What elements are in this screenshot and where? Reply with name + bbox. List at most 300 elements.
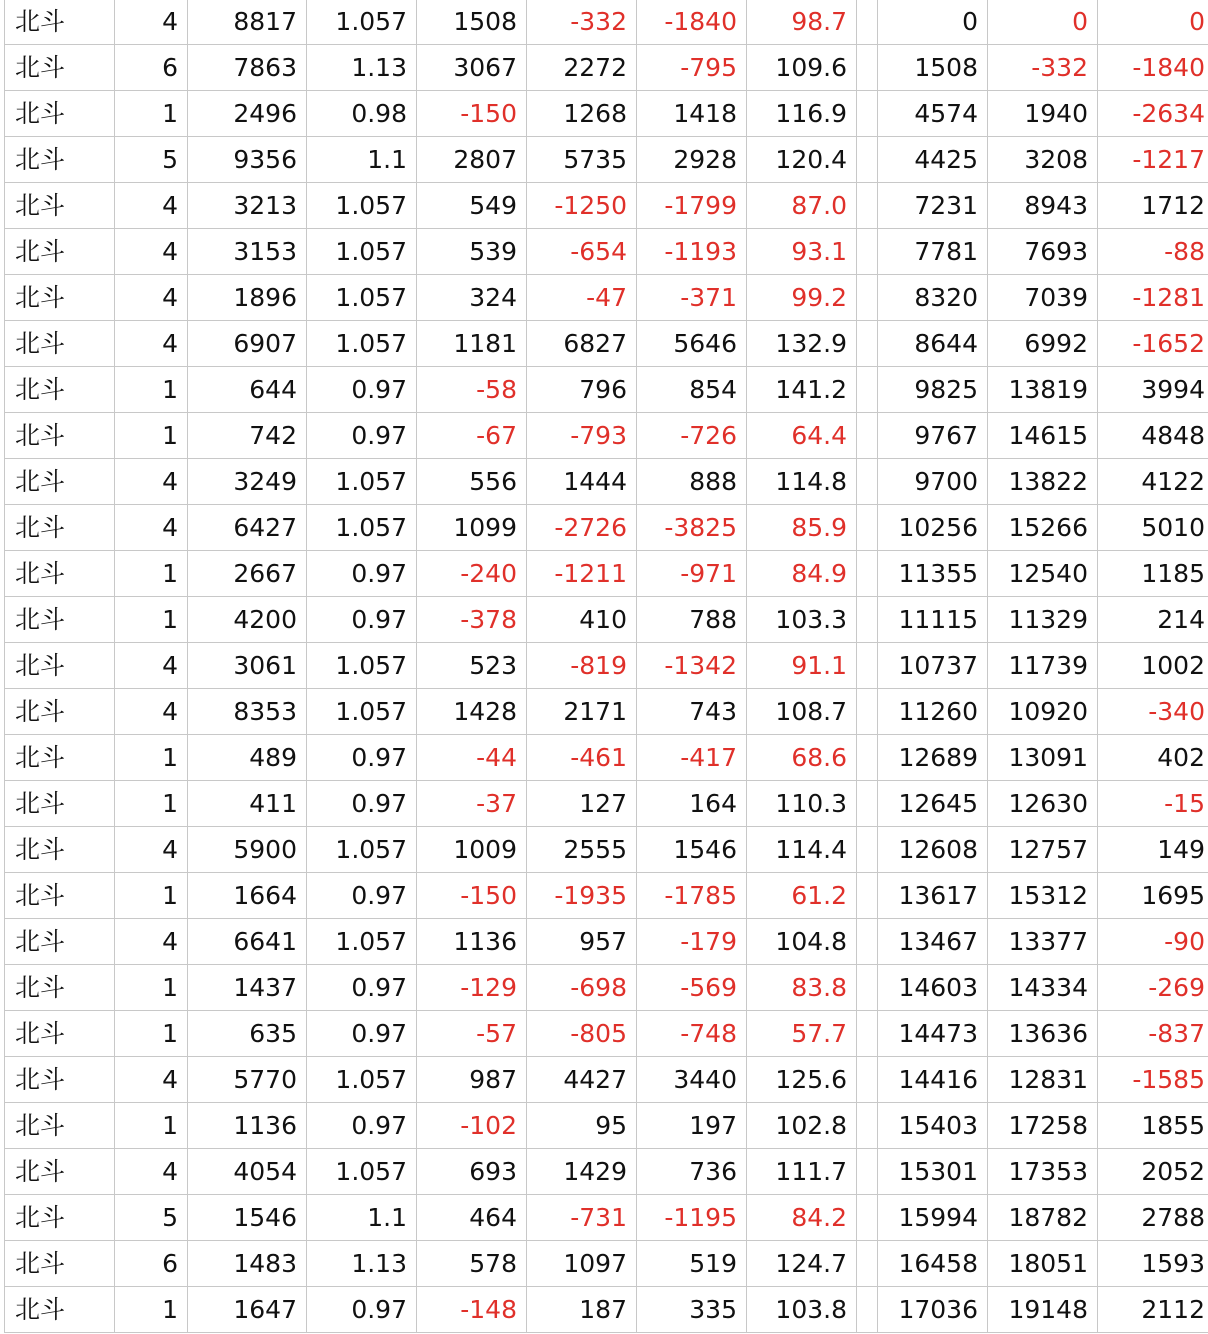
amount-cell[interactable]: 2667 <box>188 551 307 597</box>
total-a-cell[interactable]: 16458 <box>878 1241 988 1287</box>
table-row[interactable] <box>5 459 1208 505</box>
total-b-cell[interactable]: 8943 <box>988 183 1098 229</box>
factor-cell[interactable]: 1.1 <box>307 137 417 183</box>
total-a-cell[interactable]: 9825 <box>878 367 988 413</box>
total-b-cell[interactable]: 18782 <box>988 1195 1098 1241</box>
delta-c-cell[interactable]: 2928 <box>637 137 747 183</box>
diff-cell[interactable]: 1185 <box>1098 551 1208 597</box>
total-a-cell[interactable]: 12645 <box>878 781 988 827</box>
diff-cell[interactable]: -2634 <box>1098 91 1208 137</box>
delta-b-cell[interactable]: 957 <box>527 919 637 965</box>
total-a-cell[interactable]: 15994 <box>878 1195 988 1241</box>
delta-c-cell[interactable]: -726 <box>637 413 747 459</box>
delta-b-cell[interactable]: -1211 <box>527 551 637 597</box>
total-b-cell[interactable]: 12540 <box>988 551 1098 597</box>
delta-a-cell[interactable]: 578 <box>417 1241 527 1287</box>
diff-cell[interactable]: 3994 <box>1098 367 1208 413</box>
diff-cell[interactable]: 4848 <box>1098 413 1208 459</box>
delta-b-cell[interactable]: 1097 <box>527 1241 637 1287</box>
ratio-cell[interactable]: 132.9 <box>747 321 857 367</box>
factor-cell[interactable]: 0.98 <box>307 91 417 137</box>
name-cell[interactable]: 北斗 <box>5 505 115 551</box>
ratio-cell[interactable]: 114.8 <box>747 459 857 505</box>
ratio-cell[interactable]: 125.6 <box>747 1057 857 1103</box>
name-cell[interactable]: 北斗 <box>5 321 115 367</box>
delta-a-cell[interactable]: 1508 <box>417 0 527 45</box>
diff-cell[interactable]: 2112 <box>1098 1287 1208 1333</box>
diff-cell[interactable]: 1855 <box>1098 1103 1208 1149</box>
delta-c-cell[interactable]: 1546 <box>637 827 747 873</box>
diff-cell[interactable]: 0 <box>1098 0 1208 45</box>
delta-b-cell[interactable]: -819 <box>527 643 637 689</box>
delta-a-cell[interactable]: -67 <box>417 413 527 459</box>
amount-cell[interactable]: 9356 <box>188 137 307 183</box>
amount-cell[interactable]: 1546 <box>188 1195 307 1241</box>
table-row[interactable] <box>5 0 1208 45</box>
total-b-cell[interactable]: 13091 <box>988 735 1098 781</box>
table-row[interactable] <box>5 827 1208 873</box>
total-a-cell[interactable]: 9767 <box>878 413 988 459</box>
factor-cell[interactable]: 1.057 <box>307 0 417 45</box>
ratio-cell[interactable]: 114.4 <box>747 827 857 873</box>
table-row[interactable] <box>5 137 1208 183</box>
delta-c-cell[interactable]: -1195 <box>637 1195 747 1241</box>
table-row[interactable] <box>5 873 1208 919</box>
factor-cell[interactable]: 0.97 <box>307 597 417 643</box>
total-b-cell[interactable]: 12831 <box>988 1057 1098 1103</box>
delta-b-cell[interactable]: 796 <box>527 367 637 413</box>
table-row[interactable] <box>5 505 1208 551</box>
delta-b-cell[interactable]: 187 <box>527 1287 637 1333</box>
name-cell[interactable]: 北斗 <box>5 919 115 965</box>
amount-cell[interactable]: 6427 <box>188 505 307 551</box>
count-cell[interactable]: 1 <box>115 1103 188 1149</box>
table-row[interactable] <box>5 1011 1208 1057</box>
delta-a-cell[interactable]: 1136 <box>417 919 527 965</box>
table-row[interactable] <box>5 45 1208 91</box>
delta-c-cell[interactable]: -1840 <box>637 0 747 45</box>
name-cell[interactable]: 北斗 <box>5 597 115 643</box>
total-a-cell[interactable]: 8644 <box>878 321 988 367</box>
count-cell[interactable]: 6 <box>115 45 188 91</box>
total-b-cell[interactable]: 14334 <box>988 965 1098 1011</box>
delta-c-cell[interactable]: 519 <box>637 1241 747 1287</box>
ratio-cell[interactable]: 141.2 <box>747 367 857 413</box>
ratio-cell[interactable]: 99.2 <box>747 275 857 321</box>
factor-cell[interactable]: 1.1 <box>307 1195 417 1241</box>
table-row[interactable] <box>5 413 1208 459</box>
amount-cell[interactable]: 3153 <box>188 229 307 275</box>
total-b-cell[interactable]: 12630 <box>988 781 1098 827</box>
name-cell[interactable]: 北斗 <box>5 965 115 1011</box>
delta-a-cell[interactable]: 693 <box>417 1149 527 1195</box>
count-cell[interactable]: 1 <box>115 91 188 137</box>
delta-c-cell[interactable]: -179 <box>637 919 747 965</box>
factor-cell[interactable]: 1.057 <box>307 919 417 965</box>
delta-c-cell[interactable]: 335 <box>637 1287 747 1333</box>
delta-a-cell[interactable]: 556 <box>417 459 527 505</box>
factor-cell[interactable]: 0.97 <box>307 413 417 459</box>
total-a-cell[interactable]: 4425 <box>878 137 988 183</box>
total-b-cell[interactable]: 15266 <box>988 505 1098 551</box>
delta-b-cell[interactable]: 5735 <box>527 137 637 183</box>
amount-cell[interactable]: 2496 <box>188 91 307 137</box>
total-b-cell[interactable]: 12757 <box>988 827 1098 873</box>
total-a-cell[interactable]: 0 <box>878 0 988 45</box>
total-b-cell[interactable]: 15312 <box>988 873 1098 919</box>
ratio-cell[interactable]: 83.8 <box>747 965 857 1011</box>
delta-b-cell[interactable]: -332 <box>527 0 637 45</box>
amount-cell[interactable]: 7863 <box>188 45 307 91</box>
count-cell[interactable]: 4 <box>115 643 188 689</box>
factor-cell[interactable]: 1.057 <box>307 643 417 689</box>
delta-a-cell[interactable]: 2807 <box>417 137 527 183</box>
delta-a-cell[interactable]: 549 <box>417 183 527 229</box>
ratio-cell[interactable]: 85.9 <box>747 505 857 551</box>
total-a-cell[interactable]: 10737 <box>878 643 988 689</box>
delta-c-cell[interactable]: -1342 <box>637 643 747 689</box>
delta-c-cell[interactable]: -1799 <box>637 183 747 229</box>
delta-c-cell[interactable]: 164 <box>637 781 747 827</box>
ratio-cell[interactable]: 116.9 <box>747 91 857 137</box>
count-cell[interactable]: 4 <box>115 919 188 965</box>
name-cell[interactable]: 北斗 <box>5 551 115 597</box>
amount-cell[interactable]: 1483 <box>188 1241 307 1287</box>
delta-b-cell[interactable]: 1444 <box>527 459 637 505</box>
total-b-cell[interactable]: 17353 <box>988 1149 1098 1195</box>
delta-b-cell[interactable]: 2171 <box>527 689 637 735</box>
total-b-cell[interactable]: 14615 <box>988 413 1098 459</box>
delta-a-cell[interactable]: 324 <box>417 275 527 321</box>
delta-c-cell[interactable]: -569 <box>637 965 747 1011</box>
name-cell[interactable]: 北斗 <box>5 1149 115 1195</box>
total-a-cell[interactable]: 15301 <box>878 1149 988 1195</box>
delta-b-cell[interactable]: -793 <box>527 413 637 459</box>
factor-cell[interactable]: 1.13 <box>307 45 417 91</box>
delta-c-cell[interactable]: -371 <box>637 275 747 321</box>
total-b-cell[interactable]: 3208 <box>988 137 1098 183</box>
delta-a-cell[interactable]: -102 <box>417 1103 527 1149</box>
amount-cell[interactable]: 1437 <box>188 965 307 1011</box>
diff-cell[interactable]: -90 <box>1098 919 1208 965</box>
total-a-cell[interactable]: 1508 <box>878 45 988 91</box>
table-row[interactable] <box>5 689 1208 735</box>
amount-cell[interactable]: 8817 <box>188 0 307 45</box>
ratio-cell[interactable]: 110.3 <box>747 781 857 827</box>
name-cell[interactable]: 北斗 <box>5 1057 115 1103</box>
total-b-cell[interactable]: 11329 <box>988 597 1098 643</box>
diff-cell[interactable]: -15 <box>1098 781 1208 827</box>
amount-cell[interactable]: 5900 <box>188 827 307 873</box>
count-cell[interactable]: 1 <box>115 551 188 597</box>
delta-b-cell[interactable]: -461 <box>527 735 637 781</box>
count-cell[interactable]: 4 <box>115 459 188 505</box>
factor-cell[interactable]: 0.97 <box>307 873 417 919</box>
delta-a-cell[interactable]: -44 <box>417 735 527 781</box>
delta-b-cell[interactable]: 6827 <box>527 321 637 367</box>
diff-cell[interactable]: 2788 <box>1098 1195 1208 1241</box>
diff-cell[interactable]: 1002 <box>1098 643 1208 689</box>
delta-c-cell[interactable]: 743 <box>637 689 747 735</box>
name-cell[interactable]: 北斗 <box>5 91 115 137</box>
amount-cell[interactable]: 1664 <box>188 873 307 919</box>
delta-a-cell[interactable]: 464 <box>417 1195 527 1241</box>
ratio-cell[interactable]: 109.6 <box>747 45 857 91</box>
amount-cell[interactable]: 411 <box>188 781 307 827</box>
diff-cell[interactable]: 4122 <box>1098 459 1208 505</box>
delta-a-cell[interactable]: 523 <box>417 643 527 689</box>
delta-a-cell[interactable]: -378 <box>417 597 527 643</box>
name-cell[interactable]: 北斗 <box>5 1103 115 1149</box>
name-cell[interactable]: 北斗 <box>5 413 115 459</box>
table-row[interactable] <box>5 1287 1208 1333</box>
name-cell[interactable]: 北斗 <box>5 781 115 827</box>
count-cell[interactable]: 4 <box>115 275 188 321</box>
ratio-cell[interactable]: 102.8 <box>747 1103 857 1149</box>
factor-cell[interactable]: 1.13 <box>307 1241 417 1287</box>
total-a-cell[interactable]: 14603 <box>878 965 988 1011</box>
ratio-cell[interactable]: 57.7 <box>747 1011 857 1057</box>
amount-cell[interactable]: 4054 <box>188 1149 307 1195</box>
name-cell[interactable]: 北斗 <box>5 1241 115 1287</box>
count-cell[interactable]: 1 <box>115 965 188 1011</box>
ratio-cell[interactable]: 93.1 <box>747 229 857 275</box>
table-row[interactable] <box>5 275 1208 321</box>
name-cell[interactable]: 北斗 <box>5 827 115 873</box>
diff-cell[interactable]: 1593 <box>1098 1241 1208 1287</box>
count-cell[interactable]: 1 <box>115 1287 188 1333</box>
table-row[interactable] <box>5 321 1208 367</box>
factor-cell[interactable]: 0.97 <box>307 735 417 781</box>
ratio-cell[interactable]: 104.8 <box>747 919 857 965</box>
count-cell[interactable]: 1 <box>115 367 188 413</box>
delta-a-cell[interactable]: -150 <box>417 91 527 137</box>
factor-cell[interactable]: 0.97 <box>307 1287 417 1333</box>
amount-cell[interactable]: 6641 <box>188 919 307 965</box>
total-a-cell[interactable]: 11355 <box>878 551 988 597</box>
amount-cell[interactable]: 5770 <box>188 1057 307 1103</box>
ratio-cell[interactable]: 91.1 <box>747 643 857 689</box>
delta-a-cell[interactable]: -58 <box>417 367 527 413</box>
table-row[interactable] <box>5 1195 1208 1241</box>
factor-cell[interactable]: 1.057 <box>307 505 417 551</box>
count-cell[interactable]: 1 <box>115 597 188 643</box>
count-cell[interactable]: 5 <box>115 1195 188 1241</box>
count-cell[interactable]: 4 <box>115 1057 188 1103</box>
table-row[interactable] <box>5 1057 1208 1103</box>
diff-cell[interactable]: 149 <box>1098 827 1208 873</box>
delta-b-cell[interactable]: -654 <box>527 229 637 275</box>
delta-b-cell[interactable]: -731 <box>527 1195 637 1241</box>
delta-c-cell[interactable]: 854 <box>637 367 747 413</box>
count-cell[interactable]: 4 <box>115 0 188 45</box>
table-row[interactable] <box>5 735 1208 781</box>
ratio-cell[interactable]: 108.7 <box>747 689 857 735</box>
diff-cell[interactable]: -1281 <box>1098 275 1208 321</box>
name-cell[interactable]: 北斗 <box>5 873 115 919</box>
factor-cell[interactable]: 1.057 <box>307 321 417 367</box>
delta-a-cell[interactable]: 1099 <box>417 505 527 551</box>
factor-cell[interactable]: 0.97 <box>307 551 417 597</box>
count-cell[interactable]: 1 <box>115 873 188 919</box>
name-cell[interactable]: 北斗 <box>5 735 115 781</box>
table-row[interactable] <box>5 781 1208 827</box>
delta-b-cell[interactable]: -1935 <box>527 873 637 919</box>
factor-cell[interactable]: 1.057 <box>307 827 417 873</box>
total-b-cell[interactable]: 11739 <box>988 643 1098 689</box>
ratio-cell[interactable]: 87.0 <box>747 183 857 229</box>
delta-c-cell[interactable]: 197 <box>637 1103 747 1149</box>
name-cell[interactable]: 北斗 <box>5 137 115 183</box>
table-row[interactable] <box>5 229 1208 275</box>
delta-c-cell[interactable]: -3825 <box>637 505 747 551</box>
ratio-cell[interactable]: 64.4 <box>747 413 857 459</box>
delta-a-cell[interactable]: 539 <box>417 229 527 275</box>
delta-c-cell[interactable]: -1193 <box>637 229 747 275</box>
total-b-cell[interactable]: 6992 <box>988 321 1098 367</box>
delta-c-cell[interactable]: -971 <box>637 551 747 597</box>
delta-b-cell[interactable]: -47 <box>527 275 637 321</box>
amount-cell[interactable]: 3249 <box>188 459 307 505</box>
total-a-cell[interactable]: 14473 <box>878 1011 988 1057</box>
ratio-cell[interactable]: 111.7 <box>747 1149 857 1195</box>
delta-b-cell[interactable]: 410 <box>527 597 637 643</box>
delta-c-cell[interactable]: 888 <box>637 459 747 505</box>
delta-c-cell[interactable]: 1418 <box>637 91 747 137</box>
factor-cell[interactable]: 1.057 <box>307 459 417 505</box>
amount-cell[interactable]: 644 <box>188 367 307 413</box>
amount-cell[interactable]: 742 <box>188 413 307 459</box>
amount-cell[interactable]: 635 <box>188 1011 307 1057</box>
total-b-cell[interactable]: 13819 <box>988 367 1098 413</box>
delta-b-cell[interactable]: -2726 <box>527 505 637 551</box>
diff-cell[interactable]: -837 <box>1098 1011 1208 1057</box>
amount-cell[interactable]: 3061 <box>188 643 307 689</box>
total-b-cell[interactable]: 13822 <box>988 459 1098 505</box>
ratio-cell[interactable]: 124.7 <box>747 1241 857 1287</box>
diff-cell[interactable]: 1712 <box>1098 183 1208 229</box>
delta-b-cell[interactable]: 127 <box>527 781 637 827</box>
count-cell[interactable]: 1 <box>115 1011 188 1057</box>
delta-a-cell[interactable]: -37 <box>417 781 527 827</box>
diff-cell[interactable]: 1695 <box>1098 873 1208 919</box>
total-a-cell[interactable]: 14416 <box>878 1057 988 1103</box>
count-cell[interactable]: 6 <box>115 1241 188 1287</box>
diff-cell[interactable]: -1652 <box>1098 321 1208 367</box>
diff-cell[interactable]: -88 <box>1098 229 1208 275</box>
delta-b-cell[interactable]: 95 <box>527 1103 637 1149</box>
table-row[interactable] <box>5 919 1208 965</box>
amount-cell[interactable]: 1647 <box>188 1287 307 1333</box>
total-a-cell[interactable]: 13467 <box>878 919 988 965</box>
total-a-cell[interactable]: 15403 <box>878 1103 988 1149</box>
table-row[interactable] <box>5 965 1208 1011</box>
name-cell[interactable]: 北斗 <box>5 1287 115 1333</box>
factor-cell[interactable]: 1.057 <box>307 689 417 735</box>
ratio-cell[interactable]: 84.2 <box>747 1195 857 1241</box>
factor-cell[interactable]: 0.97 <box>307 781 417 827</box>
factor-cell[interactable]: 0.97 <box>307 1103 417 1149</box>
delta-c-cell[interactable]: -1785 <box>637 873 747 919</box>
name-cell[interactable]: 北斗 <box>5 643 115 689</box>
delta-b-cell[interactable]: 2555 <box>527 827 637 873</box>
delta-a-cell[interactable]: 1428 <box>417 689 527 735</box>
total-a-cell[interactable]: 9700 <box>878 459 988 505</box>
total-a-cell[interactable]: 12689 <box>878 735 988 781</box>
count-cell[interactable]: 4 <box>115 321 188 367</box>
delta-a-cell[interactable]: -148 <box>417 1287 527 1333</box>
diff-cell[interactable]: -1217 <box>1098 137 1208 183</box>
name-cell[interactable]: 北斗 <box>5 229 115 275</box>
total-a-cell[interactable]: 7231 <box>878 183 988 229</box>
diff-cell[interactable]: -269 <box>1098 965 1208 1011</box>
total-a-cell[interactable]: 17036 <box>878 1287 988 1333</box>
table-row[interactable] <box>5 1149 1208 1195</box>
table-row[interactable] <box>5 1241 1208 1287</box>
ratio-cell[interactable]: 103.8 <box>747 1287 857 1333</box>
total-b-cell[interactable]: 7693 <box>988 229 1098 275</box>
total-a-cell[interactable]: 12608 <box>878 827 988 873</box>
amount-cell[interactable]: 1136 <box>188 1103 307 1149</box>
factor-cell[interactable]: 0.97 <box>307 965 417 1011</box>
count-cell[interactable]: 4 <box>115 689 188 735</box>
total-a-cell[interactable]: 11115 <box>878 597 988 643</box>
factor-cell[interactable]: 1.057 <box>307 1057 417 1103</box>
diff-cell[interactable]: 402 <box>1098 735 1208 781</box>
delta-b-cell[interactable]: 1429 <box>527 1149 637 1195</box>
delta-c-cell[interactable]: -748 <box>637 1011 747 1057</box>
diff-cell[interactable]: -340 <box>1098 689 1208 735</box>
name-cell[interactable]: 北斗 <box>5 459 115 505</box>
name-cell[interactable]: 北斗 <box>5 1011 115 1057</box>
table-row[interactable] <box>5 1103 1208 1149</box>
delta-c-cell[interactable]: 788 <box>637 597 747 643</box>
amount-cell[interactable]: 6907 <box>188 321 307 367</box>
name-cell[interactable]: 北斗 <box>5 275 115 321</box>
total-b-cell[interactable]: 13636 <box>988 1011 1098 1057</box>
total-b-cell[interactable]: -332 <box>988 45 1098 91</box>
name-cell[interactable]: 北斗 <box>5 0 115 45</box>
diff-cell[interactable]: 5010 <box>1098 505 1208 551</box>
delta-c-cell[interactable]: -795 <box>637 45 747 91</box>
total-b-cell[interactable]: 17258 <box>988 1103 1098 1149</box>
count-cell[interactable]: 5 <box>115 137 188 183</box>
table-row[interactable] <box>5 367 1208 413</box>
total-b-cell[interactable]: 1940 <box>988 91 1098 137</box>
delta-c-cell[interactable]: 3440 <box>637 1057 747 1103</box>
count-cell[interactable]: 4 <box>115 827 188 873</box>
delta-a-cell[interactable]: 987 <box>417 1057 527 1103</box>
total-a-cell[interactable]: 4574 <box>878 91 988 137</box>
delta-c-cell[interactable]: 5646 <box>637 321 747 367</box>
total-b-cell[interactable]: 7039 <box>988 275 1098 321</box>
delta-c-cell[interactable]: 736 <box>637 1149 747 1195</box>
count-cell[interactable]: 1 <box>115 735 188 781</box>
name-cell[interactable]: 北斗 <box>5 367 115 413</box>
total-b-cell[interactable]: 19148 <box>988 1287 1098 1333</box>
delta-b-cell[interactable]: -1250 <box>527 183 637 229</box>
factor-cell[interactable]: 1.057 <box>307 275 417 321</box>
count-cell[interactable]: 1 <box>115 781 188 827</box>
total-a-cell[interactable]: 11260 <box>878 689 988 735</box>
diff-cell[interactable]: -1840 <box>1098 45 1208 91</box>
ratio-cell[interactable]: 103.3 <box>747 597 857 643</box>
count-cell[interactable]: 4 <box>115 183 188 229</box>
amount-cell[interactable]: 8353 <box>188 689 307 735</box>
table-row[interactable] <box>5 597 1208 643</box>
ratio-cell[interactable]: 98.7 <box>747 0 857 45</box>
factor-cell[interactable]: 0.97 <box>307 1011 417 1057</box>
